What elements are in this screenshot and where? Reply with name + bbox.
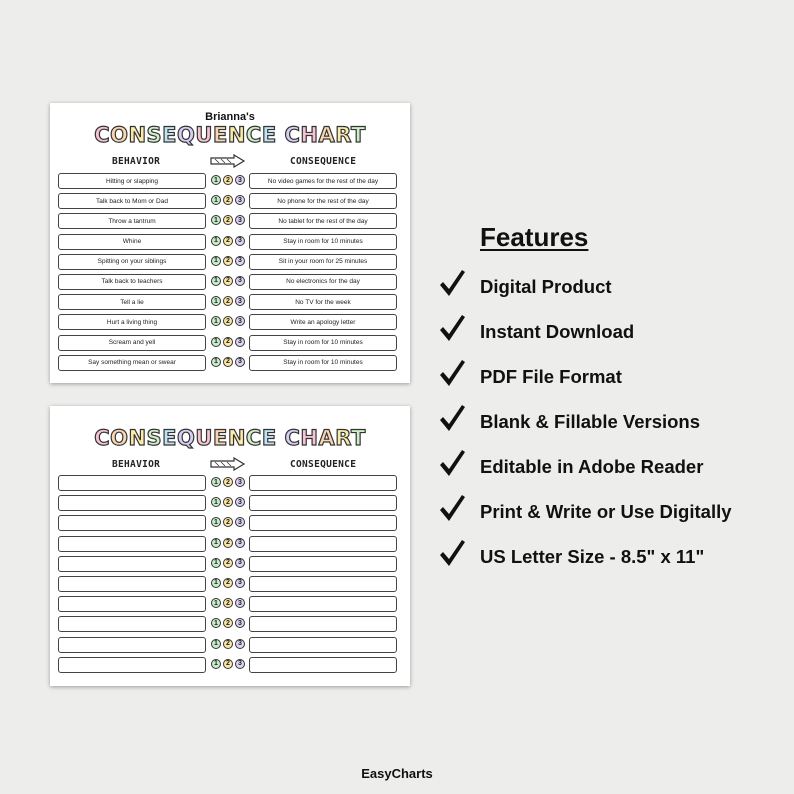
behavior-field[interactable] (58, 596, 206, 612)
checkmark-icon (438, 493, 466, 523)
consequence-field[interactable] (249, 616, 397, 632)
checkmark-icon (438, 358, 466, 388)
rating-circle-1[interactable]: 1 (211, 276, 221, 286)
rating-circle-1[interactable]: 1 (211, 337, 221, 347)
rating-circle-1[interactable]: 1 (211, 236, 221, 246)
chart-rows (58, 475, 398, 677)
rating-circles (208, 236, 248, 248)
rating-circle-1[interactable]: 1 (211, 175, 221, 185)
behavior-field[interactable]: Talk back to teachers (58, 274, 206, 290)
rating-circles (208, 276, 248, 288)
chart-row (58, 657, 398, 673)
rating-circle-2[interactable]: 2 (223, 276, 233, 286)
rating-circle-3[interactable]: 3 (235, 357, 245, 367)
consequence-field[interactable] (249, 596, 397, 612)
rating-circles (208, 659, 248, 671)
rating-circles (208, 296, 248, 308)
consequence-field[interactable] (249, 495, 397, 511)
rating-circle-2[interactable]: 2 (223, 236, 233, 246)
rating-circles (208, 538, 248, 550)
feature-item (438, 313, 788, 358)
chart-row (58, 596, 398, 612)
rating-circles (208, 558, 248, 570)
chart-row (58, 355, 398, 371)
rating-circle-2[interactable]: 2 (223, 357, 233, 367)
feature-label: Instant Download (480, 321, 635, 342)
rating-circles (208, 175, 248, 187)
rating-circle-1[interactable]: 1 (211, 639, 221, 649)
rating-circle-2[interactable]: 2 (223, 477, 233, 487)
consequence-field[interactable]: No tablet for the rest of the day (249, 213, 397, 229)
filled-chart-preview (50, 103, 410, 383)
rating-circle-3[interactable]: 3 (235, 517, 245, 527)
checkmark-icon (438, 538, 466, 568)
rating-circle-3[interactable]: 3 (235, 215, 245, 225)
feature-label: Editable in Adobe Reader (480, 456, 704, 477)
chart-row (58, 314, 398, 330)
rating-circles (208, 195, 248, 207)
consequence-field[interactable]: Sit in your room for 25 minutes (249, 254, 397, 270)
rating-circle-2[interactable]: 2 (223, 497, 233, 507)
behavior-field[interactable]: Scream and yell (58, 335, 206, 351)
rating-circles (208, 517, 248, 529)
brand-name: EasyCharts (361, 766, 433, 781)
rating-circle-2[interactable]: 2 (223, 558, 233, 568)
behavior-field[interactable]: Throw a tantrum (58, 213, 206, 229)
rating-circle-3[interactable]: 3 (235, 578, 245, 588)
rating-circles (208, 215, 248, 227)
behavior-field[interactable]: Spitting on your siblings (58, 254, 206, 270)
rating-circle-1[interactable]: 1 (211, 538, 221, 548)
rating-circle-2[interactable]: 2 (223, 639, 233, 649)
consequence-field[interactable]: Write an apology letter (249, 314, 397, 330)
feature-label: PDF File Format (480, 366, 622, 387)
consequence-field[interactable]: Stay in room for 10 minutes (249, 335, 397, 351)
chart-row (58, 576, 398, 592)
behavior-field[interactable]: Whine (58, 234, 206, 250)
behavior-header: BEHAVIOR (112, 459, 161, 470)
chart-row (58, 173, 398, 189)
child-name: Brianna's (205, 111, 255, 123)
consequence-field[interactable]: No video games for the rest of the day (249, 173, 397, 189)
chart-title: CONSEQUENCE CHART (94, 123, 366, 147)
rating-circle-3[interactable]: 3 (235, 236, 245, 246)
consequence-field[interactable]: No phone for the rest of the day (249, 193, 397, 209)
rating-circle-2[interactable]: 2 (223, 517, 233, 527)
consequence-field[interactable] (249, 657, 397, 673)
feature-item (438, 538, 788, 583)
feature-item (438, 448, 788, 493)
rating-circle-3[interactable]: 3 (235, 618, 245, 628)
consequence-field[interactable] (249, 576, 397, 592)
rating-circle-2[interactable]: 2 (223, 175, 233, 185)
rating-circle-1[interactable]: 1 (211, 195, 221, 205)
consequence-field[interactable] (249, 515, 397, 531)
behavior-header: BEHAVIOR (112, 156, 161, 167)
chart-rows (58, 173, 398, 375)
behavior-field[interactable] (58, 515, 206, 531)
consequence-header: CONSEQUENCE (290, 459, 357, 470)
rating-circle-2[interactable]: 2 (223, 296, 233, 306)
behavior-field[interactable] (58, 556, 206, 572)
rating-circles (208, 357, 248, 369)
rating-circle-3[interactable]: 3 (235, 639, 245, 649)
chart-title: CONSEQUENCE CHART (94, 426, 366, 450)
rating-circle-1[interactable]: 1 (211, 517, 221, 527)
rating-circle-2[interactable]: 2 (223, 215, 233, 225)
chart-row (58, 234, 398, 250)
consequence-field[interactable]: Stay in room for 10 minutes (249, 234, 397, 250)
rating-circle-2[interactable]: 2 (223, 618, 233, 628)
chart-row (58, 475, 398, 491)
rating-circle-3[interactable]: 3 (235, 337, 245, 347)
rating-circle-3[interactable]: 3 (235, 316, 245, 326)
rating-circle-3[interactable]: 3 (235, 296, 245, 306)
behavior-field[interactable]: Say something mean or swear (58, 355, 206, 371)
features-title: Features (480, 222, 589, 252)
rating-circle-2[interactable]: 2 (223, 578, 233, 588)
rating-circle-1[interactable]: 1 (211, 558, 221, 568)
behavior-field[interactable] (58, 536, 206, 552)
rating-circle-3[interactable]: 3 (235, 598, 245, 608)
feature-item (438, 358, 788, 403)
consequence-field[interactable]: No TV for the week (249, 294, 397, 310)
consequence-field[interactable] (249, 475, 397, 491)
chart-row (58, 335, 398, 351)
rating-circle-2[interactable]: 2 (223, 256, 233, 266)
behavior-field[interactable]: Hitting or slapping (58, 173, 206, 189)
chart-row (58, 274, 398, 290)
consequence-field[interactable] (249, 556, 397, 572)
behavior-field[interactable]: Tell a lie (58, 294, 206, 310)
chart-row (58, 254, 398, 270)
rating-circle-3[interactable]: 3 (235, 497, 245, 507)
blank-chart-preview (50, 406, 410, 686)
feature-item (438, 268, 788, 313)
chart-row (58, 556, 398, 572)
arrow-icon (210, 154, 246, 168)
rating-circle-2[interactable]: 2 (223, 195, 233, 205)
consequence-field[interactable]: No electronics for the day (249, 274, 397, 290)
consequence-field[interactable] (249, 637, 397, 653)
rating-circle-3[interactable]: 3 (235, 256, 245, 266)
rating-circle-2[interactable]: 2 (223, 316, 233, 326)
features-list (438, 268, 788, 583)
feature-item (438, 493, 788, 538)
rating-circle-1[interactable]: 1 (211, 659, 221, 669)
behavior-field[interactable]: Hurt a living thing (58, 314, 206, 330)
rating-circle-3[interactable]: 3 (235, 558, 245, 568)
chart-row (58, 637, 398, 653)
rating-circle-2[interactable]: 2 (223, 538, 233, 548)
behavior-field[interactable]: Talk back to Mom or Dad (58, 193, 206, 209)
rating-circle-3[interactable]: 3 (235, 276, 245, 286)
rating-circle-1[interactable]: 1 (211, 357, 221, 367)
rating-circle-3[interactable]: 3 (235, 175, 245, 185)
consequence-field[interactable] (249, 536, 397, 552)
chart-row (58, 294, 398, 310)
chart-row (58, 536, 398, 552)
checkmark-icon (438, 268, 466, 298)
chart-row (58, 213, 398, 229)
feature-label: Blank & Fillable Versions (480, 411, 701, 432)
rating-circle-3[interactable]: 3 (235, 659, 245, 669)
rating-circles (208, 316, 248, 328)
rating-circle-1[interactable]: 1 (211, 256, 221, 266)
rating-circle-2[interactable]: 2 (223, 598, 233, 608)
rating-circle-3[interactable]: 3 (235, 477, 245, 487)
rating-circles (208, 598, 248, 610)
behavior-field[interactable] (58, 616, 206, 632)
rating-circle-1[interactable]: 1 (211, 215, 221, 225)
rating-circle-1[interactable]: 1 (211, 296, 221, 306)
consequence-header: CONSEQUENCE (290, 156, 357, 167)
feature-label: Digital Product (480, 276, 612, 297)
feature-item (438, 403, 788, 448)
rating-circles (208, 639, 248, 651)
checkmark-icon (438, 313, 466, 343)
rating-circles (208, 337, 248, 349)
checkmark-icon (438, 448, 466, 478)
consequence-field[interactable]: Stay in room for 10 minutes (249, 355, 397, 371)
rating-circle-2[interactable]: 2 (223, 659, 233, 669)
behavior-field[interactable] (58, 495, 206, 511)
behavior-field[interactable] (58, 637, 206, 653)
chart-row (58, 193, 398, 209)
rating-circles (208, 477, 248, 489)
feature-label: Print & Write or Use Digitally (480, 501, 732, 522)
behavior-field[interactable] (58, 657, 206, 673)
rating-circle-1[interactable]: 1 (211, 316, 221, 326)
rating-circle-1[interactable]: 1 (211, 598, 221, 608)
chart-row (58, 515, 398, 531)
rating-circles (208, 618, 248, 630)
chart-row (58, 616, 398, 632)
rating-circle-1[interactable]: 1 (211, 618, 221, 628)
rating-circles (208, 497, 248, 509)
rating-circles (208, 256, 248, 268)
rating-circles (208, 578, 248, 590)
arrow-icon (210, 457, 246, 471)
behavior-field[interactable] (58, 576, 206, 592)
rating-circle-2[interactable]: 2 (223, 337, 233, 347)
rating-circle-1[interactable]: 1 (211, 477, 221, 487)
checkmark-icon (438, 403, 466, 433)
chart-row (58, 495, 398, 511)
rating-circle-1[interactable]: 1 (211, 497, 221, 507)
feature-label: US Letter Size - 8.5" x 11" (480, 546, 705, 567)
behavior-field[interactable] (58, 475, 206, 491)
rating-circle-3[interactable]: 3 (235, 195, 245, 205)
rating-circle-3[interactable]: 3 (235, 538, 245, 548)
rating-circle-1[interactable]: 1 (211, 578, 221, 588)
